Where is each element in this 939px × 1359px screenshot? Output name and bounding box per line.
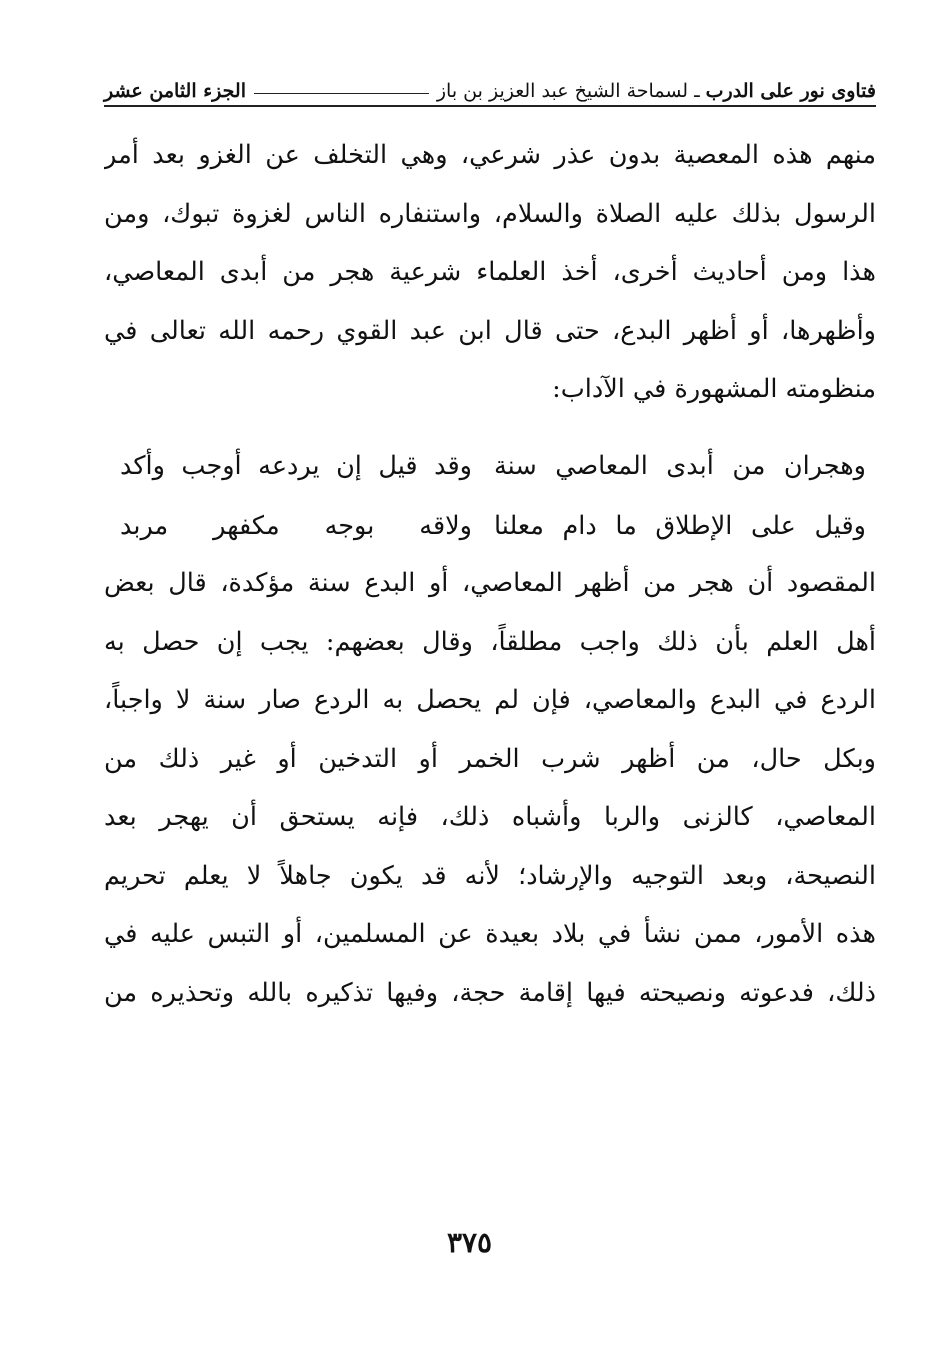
text-line: المقصود أن هجر من أظهر المعاصي، أو البدع سنة مؤكدة، قال بعض (104, 568, 876, 598)
header-rule (254, 93, 429, 94)
text-line: الردع في البدع والمعاصي، فإن لم يحصل به الردع صار سنة لا واجباً، (104, 685, 876, 715)
page-number: ٣٧٥ (446, 1226, 493, 1259)
text-line: أهل العلم بأن ذلك واجب مطلقاً، وقال بعضهم: يجب إن حصل به (104, 626, 876, 657)
poem-block (120, 436, 866, 556)
paragraph-1 (104, 126, 876, 419)
text-line: وبكل حال، من أظهر شرب الخمر أو التدخين أو غير ذلك من (104, 743, 876, 774)
running-header (104, 68, 876, 102)
text-line: هذه الأمور، ممن نشأ في بلاد بعيدة عن المسلمين، أو التبس عليه في (104, 919, 876, 949)
text-line: منظومته المشهورة في الآداب: (552, 374, 876, 404)
hemistich-second: ولاقه بوجه مكفهر مربد (120, 511, 472, 541)
author-name: لسماحة الشيخ عبد العزيز بن باز (436, 80, 689, 102)
text-line: هذا ومن أحاديث أخرى، أخذ العلماء شرعية هجر من أبدى المعاصي، (104, 257, 876, 287)
text-line: النصيحة، وبعد التوجيه والإرشاد؛ لأنه قد يكون جاهلاً لا يعلم تحريم (104, 860, 876, 891)
text-line: المعاصي، كالزنى والربا وأشباه ذلك، فإنه يستحق أن يهجر بعد (104, 802, 876, 832)
hemistich-first: وقيل على الإطلاق ما دام معلنا (494, 511, 866, 541)
text-line: وأظهرها، أو أظهر البدع، حتى قال ابن عبد القوي رحمه الله تعالى في (104, 315, 876, 346)
hemistich-second: وقد قيل إن يردعه أوجب وأكد (120, 451, 472, 481)
header-separator: ـ (694, 80, 700, 102)
volume-label: الجزء الثامن عشر (104, 80, 246, 102)
text-line: الرسول بذلك عليه الصلاة والسلام، واستنفاره الناس لغزوة تبوك، ومن (104, 198, 876, 229)
book-title: فتاوى نور على الدرب (705, 80, 876, 102)
header-divider (104, 105, 876, 107)
text-line: منهم هذه المعصية بدون عذر شرعي، وهي التخلف عن الغزو بعد أمر (104, 140, 876, 170)
paragraph-2 (104, 554, 876, 1022)
poem-verse (120, 436, 866, 496)
text-line: ذلك، فدعوته ونصيحته فيها إقامة حجة، وفيها تذكيره بالله وتحذيره من (104, 977, 876, 1008)
poem-verse (120, 496, 866, 556)
hemistich-first: وهجران من أبدى المعاصي سنة (494, 451, 866, 481)
